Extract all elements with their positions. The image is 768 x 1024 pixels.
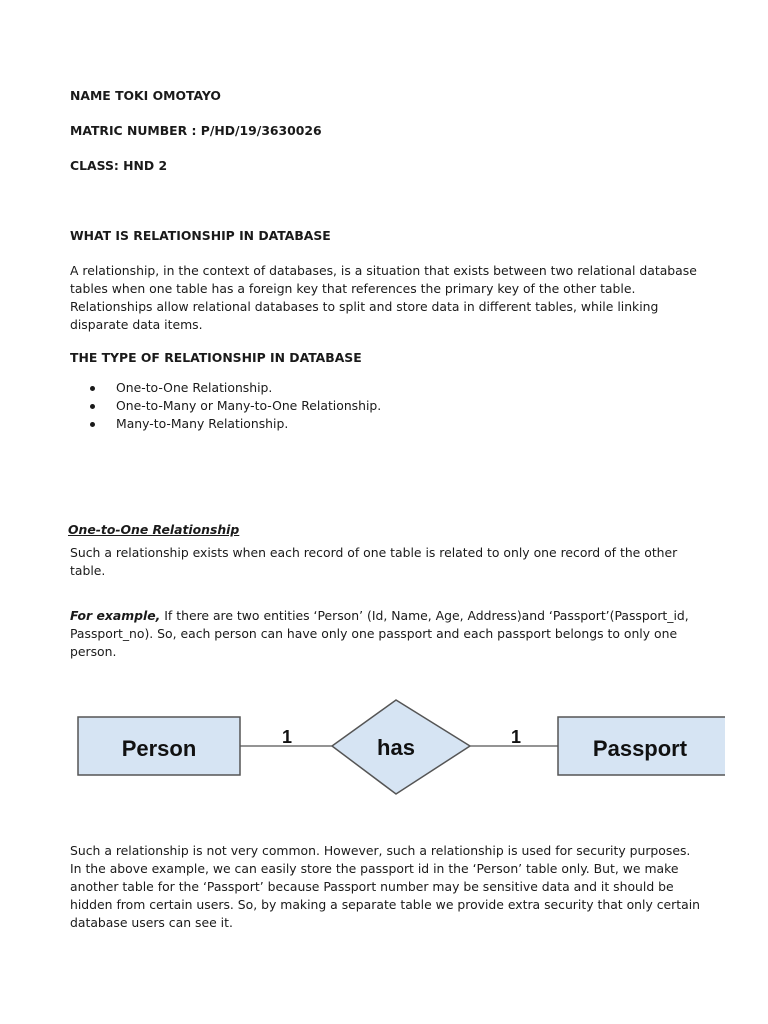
paragraph-line: Passport_no). So, each person can have only one passport and each passport belongs to only one: [70, 626, 678, 641]
paragraph-line: another table for the ‘Passport’ because Passport number may be sensitive data and it should be: [70, 879, 674, 894]
person-entity-label: Person: [121, 736, 197, 761]
bullet-icon: [90, 422, 95, 427]
left-cardinality: 1: [281, 727, 293, 747]
er-diagram: [60, 680, 725, 800]
relationship-paragraph: [70, 262, 710, 334]
relationship-label: has: [377, 735, 415, 760]
example-label: For example,: [70, 608, 161, 623]
section-heading-types: THE TYPE OF RELATIONSHIP IN DATABASE: [70, 350, 362, 365]
paragraph-line: Such a relationship exists when each record of one table is related to only one record of the other: [70, 545, 678, 560]
one-to-one-definition: [70, 544, 710, 580]
paragraph-line: tables when one table has a foreign key that references the primary key of the other table.: [70, 281, 636, 296]
paragraph-line: person.: [70, 644, 117, 659]
list-item: One-to-Many or Many-to-One Relationship.: [90, 397, 381, 415]
paragraph-line: A relationship, in the context of databases, is a situation that exists between two relational database: [70, 263, 697, 278]
matric-number: MATRIC NUMBER : P/HD/19/3630026: [70, 123, 322, 138]
list-item: One-to-One Relationship.: [90, 379, 381, 397]
example-paragraph: [70, 607, 710, 661]
student-name: NAME TOKI OMOTAYO: [70, 88, 221, 103]
paragraph-line: For example, If there are two entities ‘Person’ (Id, Name, Age, Address)and ‘Passport’(Passport_id,: [70, 608, 689, 623]
paragraph-line: disparate data items.: [70, 317, 203, 332]
right-cardinality: 1: [510, 727, 522, 747]
paragraph-line: table.: [70, 563, 106, 578]
list-item: Many-to-Many Relationship.: [90, 415, 381, 433]
closing-paragraph: [70, 842, 710, 932]
paragraph-line: Such a relationship is not very common. However, such a relationship is used for security purposes.: [70, 843, 691, 858]
paragraph-line: In the above example, we can easily store the passport id in the ‘Person’ table only. But, we make: [70, 861, 679, 876]
passport-entity-label: Passport: [592, 736, 688, 761]
one-to-one-title: One-to-One Relationship: [68, 522, 240, 537]
relationship-types-list: [90, 379, 381, 433]
bullet-icon: [90, 386, 95, 391]
class-label: CLASS: HND 2: [70, 158, 168, 173]
paragraph-line: database users can see it.: [70, 915, 233, 930]
paragraph-line: Relationships allow relational databases to split and store data in different tables, while linking: [70, 299, 659, 314]
section-heading-relationship: WHAT IS RELATIONSHIP IN DATABASE: [70, 228, 331, 243]
bullet-icon: [90, 404, 95, 409]
paragraph-line: hidden from certain users. So, by making a separate table we provide extra security that only certain: [70, 897, 701, 912]
